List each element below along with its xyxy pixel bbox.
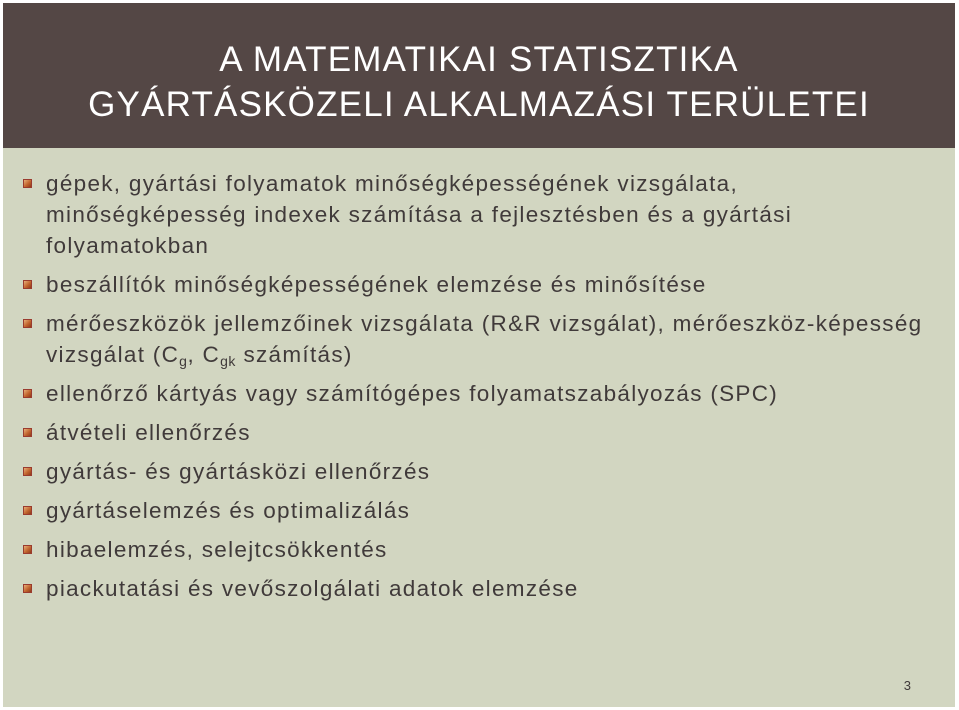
square-bullet-icon: [23, 506, 32, 515]
square-bullet-icon: [23, 179, 32, 188]
bullet-item: [3, 417, 955, 448]
bullet-item: [3, 573, 955, 604]
subscript-g: g: [179, 353, 188, 369]
bullet-item: [3, 308, 955, 370]
page-number: 3: [903, 678, 911, 693]
bullet-item: [3, 456, 955, 487]
square-bullet-icon: [23, 584, 32, 593]
slide-title: [3, 37, 955, 127]
bullet-item: [3, 269, 955, 300]
bullet-text: beszállítók minőségképességének elemzése és minősítése: [46, 272, 707, 297]
square-bullet-icon: [23, 428, 32, 437]
square-bullet-icon: [23, 545, 32, 554]
bullet-text: átvételi ellenőrzés: [46, 420, 251, 445]
square-bullet-icon: [23, 280, 32, 289]
subscript-gk: gk: [220, 353, 236, 369]
slide-title-line-1: A MATEMATIKAI STATISZTIKA: [219, 40, 739, 79]
square-bullet-icon: [23, 389, 32, 398]
bullet-item: [3, 495, 955, 526]
bullet-text: gyártáselemzés és optimalizálás: [46, 498, 411, 523]
bullet-text: gyártás- és gyártásközi ellenőrzés: [46, 459, 431, 484]
bullet-text: mérőeszközök jellemzőinek vizsgálata (R&R vizsgálat), mérőeszköz-képesség vizsgálat (C: [46, 311, 923, 367]
square-bullet-icon: [23, 467, 32, 476]
bullet-item: [3, 378, 955, 409]
bullet-list: [3, 168, 955, 612]
bullet-text: hibaelemzés, selejtcsökkentés: [46, 537, 388, 562]
bullet-item: [3, 168, 955, 261]
bullet-text: piackutatási és vevőszolgálati adatok elemzése: [46, 576, 579, 601]
slide: [3, 3, 955, 707]
slide-title-line-2: GYÁRTÁSKÖZELI ALKALMAZÁSI TERÜLETEI: [88, 85, 870, 124]
bullet-text-mid: , C: [187, 342, 221, 367]
bullet-item: [3, 534, 955, 565]
bullet-text: gépek, gyártási folyamatok minőségképességének vizsgálata, minőségképesség indexek számítása a fejlesztésben és a gyártási folyamatokban: [46, 171, 793, 258]
square-bullet-icon: [23, 319, 32, 328]
bullet-text-end: számítás): [235, 342, 353, 367]
bullet-text: ellenőrző kártyás vagy számítógépes folyamatszabályozás (SPC): [46, 381, 779, 406]
title-bar: [3, 3, 955, 148]
